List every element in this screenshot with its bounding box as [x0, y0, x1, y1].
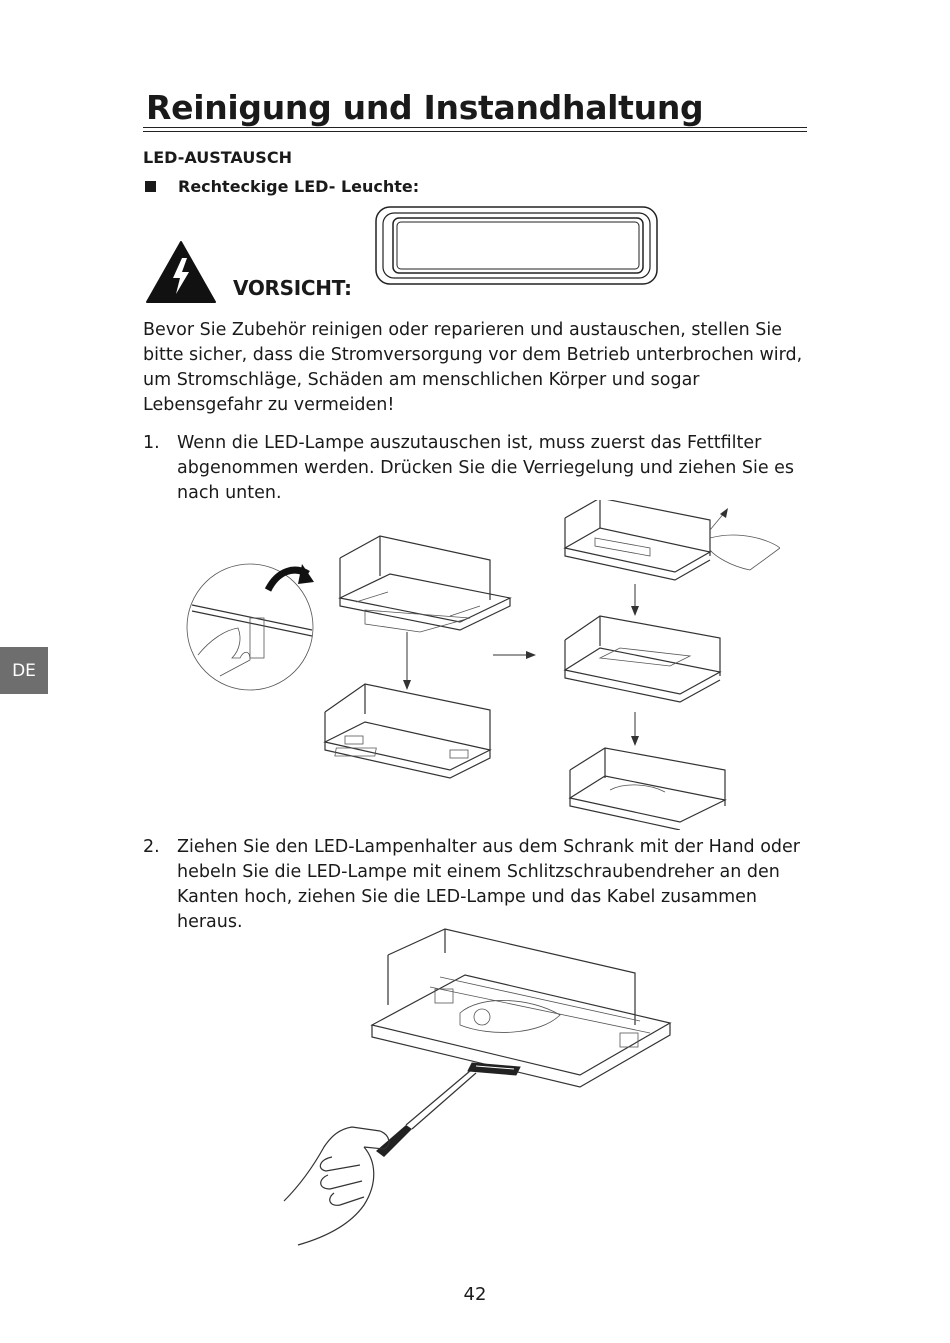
warning-label: VORSICHT: [233, 276, 352, 300]
latch-detail-circle [187, 564, 313, 690]
step-text: Ziehen Sie den LED-Lampenhalter aus dem Schrank mit der Hand oder hebeln Sie die LED-Lampe mit einem Schlitzschraubendreher an den Kanten hoch, ziehen Sie die LED-Lampe und das Kabel zusammen heraus. [177, 837, 801, 932]
step-1 [143, 431, 813, 506]
step-2 [143, 835, 813, 935]
hood-slide-out-step-a [565, 500, 780, 580]
hood-slide-out-step-b [565, 616, 720, 702]
rectangular-led-lamp-illustration [374, 205, 660, 287]
hood-filter-open [340, 536, 510, 632]
language-tab: DE [0, 647, 48, 694]
page-title: Reinigung und Instandhaltung [146, 88, 704, 127]
step-number: 1. [143, 433, 160, 453]
step-number: 2. [143, 837, 160, 857]
hand-icon [284, 1127, 389, 1245]
title-rule-thin [143, 131, 807, 132]
high-voltage-warning-icon [145, 240, 217, 304]
page-number: 42 [463, 1284, 487, 1305]
hood-underside [372, 929, 670, 1087]
hood-filter-removed [325, 684, 490, 778]
filter-removal-illustration [180, 500, 780, 830]
warning-text: Bevor Sie Zubehör reinigen oder reparieren und austauschen, stellen Sie bitte sicher, dass die Stromversorgung vor dem Betrieb unterbrochen wird, um Stromschläge, Schäden am menschlichen Körper und sogar Lebensgefahr zu vermeiden! [143, 320, 803, 415]
bullet-label: Rechteckige LED- Leuchte: [178, 177, 420, 196]
bullet-item [145, 177, 419, 196]
screwdriver-icon [376, 1071, 476, 1157]
hood-slide-out-step-c [570, 748, 725, 830]
step-text: Wenn die LED-Lampe auszutauschen ist, muss zuerst das Fettfilter abgenommen werden. Drücken Sie die Verriegelung und ziehen Sie es nach unten. [177, 433, 795, 503]
section-heading: LED-AUSTAUSCH [143, 148, 292, 167]
title-rule-thick [143, 127, 807, 128]
square-bullet-icon [145, 181, 156, 192]
led-removal-screwdriver-illustration [280, 925, 700, 1255]
